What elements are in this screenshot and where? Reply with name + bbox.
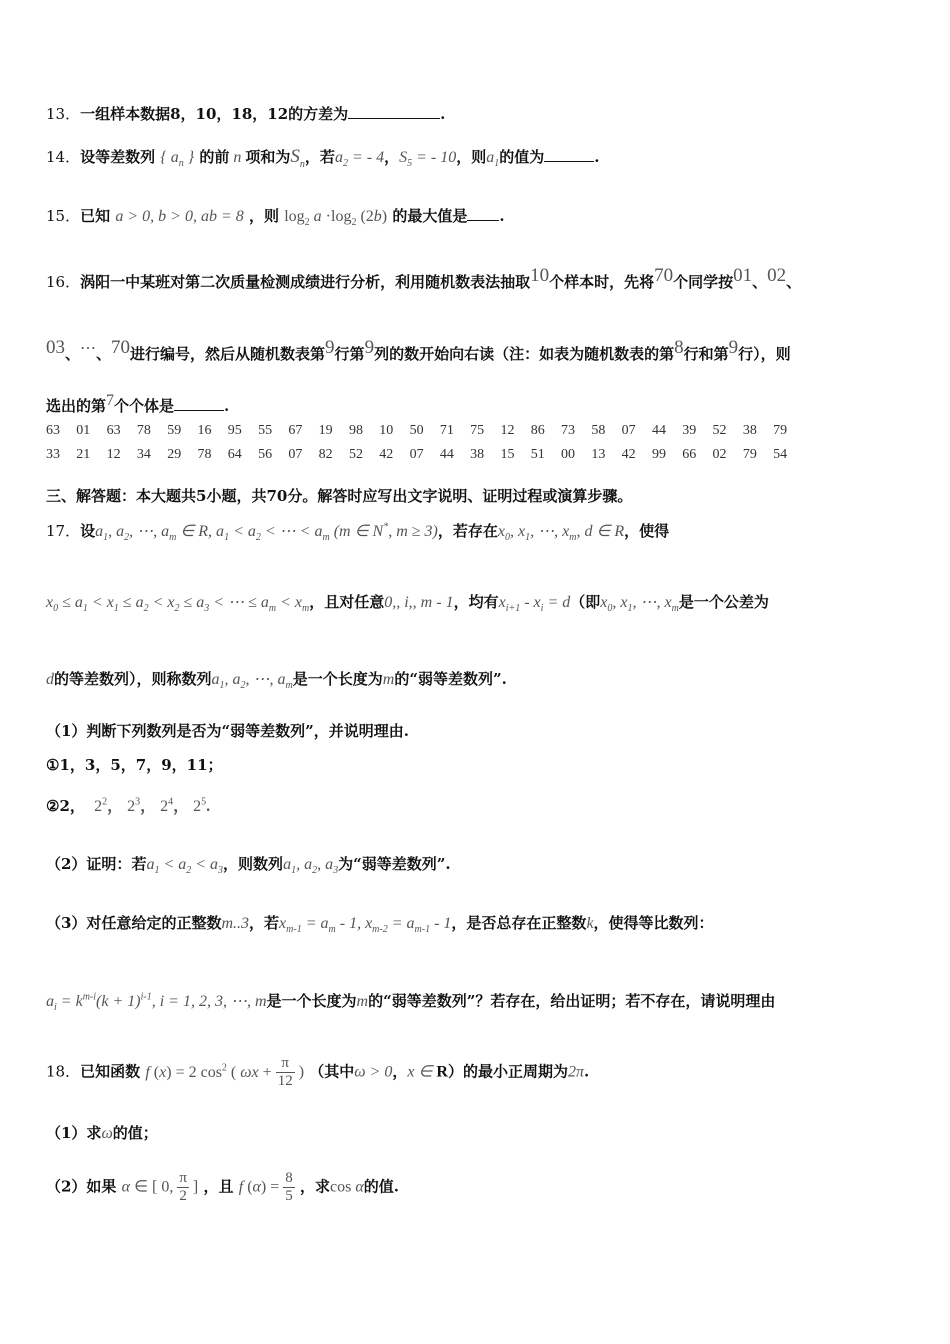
question-17-line-2: $x_0 \le a_1 < x_1 \le a_2 < x_2 \le a_3$ < ⋯ ≤ $a_m < x_m$，且对任意0,, i,, m - 1，均有$x_{i+1} - x_i = d$（即$x_0$, $x_1$, ⋯, $x_m$是一个公差为 — [46, 593, 769, 615]
answer-blank[interactable] — [348, 106, 440, 119]
question-number: 18． — [46, 1062, 81, 1081]
math-x-def: $x_0$, $x_1$, ⋯, $x_m$, d ∈ R — [497, 523, 625, 544]
random-number-cell: 13 — [591, 447, 606, 462]
random-number-cell: 66 — [682, 447, 697, 462]
math-index-range: 0,, i,, m - 1 — [384, 594, 454, 611]
question-18-part-1: （1）求ω的值； — [46, 1124, 158, 1142]
random-number-cell: 07 — [409, 447, 424, 462]
random-number-cell: 95 — [227, 423, 242, 438]
math-geometric-seq: $a_i = k^{m-i}(k + 1)^{i-1}$, i = 1, 2, 3, ⋯, m — [46, 991, 267, 1014]
random-number-cell: 10 — [379, 423, 394, 438]
random-number-cell: 78 — [197, 447, 212, 462]
random-number-cell: 52 — [712, 423, 727, 438]
random-number-cell: 59 — [167, 423, 182, 438]
question-17-part-3-cont: $a_i = k^{m-i}(k + 1)^{i-1}$, i = 1, 2, 3, ⋯, m是一个长度为m的“弱等差数列”？若存在，给出证明；若不存在，请说明理由 — [46, 991, 776, 1014]
math-fraction-pi-12: $\frac{\pi}{12}$ — [277, 1055, 293, 1089]
question-15: 15．已知 a > 0, b > 0, ab = 8 ，则 $\log_2 a \cdot\log_2$ (2b) 的最大值是 . — [46, 207, 505, 229]
random-number-cell: 42 — [379, 447, 394, 462]
random-number-cell: 15 — [500, 447, 515, 462]
math-log-expression: $\log_2 a \cdot\log_2$ (2b) — [284, 208, 388, 229]
math-n: n — [229, 149, 246, 166]
math-omega-pos: ω > 0 — [354, 1063, 393, 1081]
math-x-cond: $x_{m-1} = a_m - 1$, $x_{m-2} = a_{m-1} - 1$ — [279, 915, 452, 936]
math-powers: $2^2$， $2^3$， $2^4$， $2^5$. — [90, 796, 211, 815]
question-17-part-2: （2）证明：若$a_1 < a_2 < a_3$，则数列$a_1$, $a_2$, $a_3$为“弱等差数列”. — [46, 855, 451, 877]
random-number-cell: 75 — [470, 423, 485, 438]
question-13: 13．一组样本数据8，10，18，12的方差为 . — [46, 105, 446, 123]
math-m: m — [382, 671, 395, 688]
random-number-cell: 07 — [288, 447, 303, 462]
math-a-seq: $a_1$, $a_2$, ⋯, $a_m$ — [211, 671, 293, 692]
question-17-part-1: （1）判断下列数列是否为“弱等差数列”，并说明理由. — [46, 722, 409, 740]
random-table-row-9 — [46, 447, 803, 463]
random-number-cell: 67 — [288, 423, 303, 438]
random-number-cell: 21 — [76, 447, 91, 462]
math-a-ineq: $a_1 < a_2 < a_3$ — [146, 856, 224, 877]
math-condition: a > 0, b > 0, ab = 8 — [115, 208, 244, 225]
math-fraction-8-5: $\frac{8}{5}$ — [285, 1170, 293, 1204]
random-number-cell: 12 — [500, 423, 515, 438]
random-number-cell: 51 — [530, 447, 545, 462]
random-number-cell: 99 — [651, 447, 666, 462]
math-S5: $S_5$ = - 10 — [399, 149, 457, 170]
random-number-cell: 98 — [348, 423, 363, 438]
random-number-cell: 78 — [136, 423, 151, 438]
random-number-cell: 12 — [106, 447, 121, 462]
math-difference: $x_{i+1} - x_i = d$ — [498, 594, 571, 615]
random-number-cell: 34 — [136, 447, 151, 462]
question-number: 17． — [46, 522, 81, 540]
random-number-cell: 44 — [651, 423, 666, 438]
question-17-line-1: 17．设$a_1$, $a_2$, ⋯, $a_m$ ∈ R, $a_1 < a_2$ < ⋯ < $a_m$ (m ∈ N*, m ≥ 3)，若存在$x_0$, $x_1$, ⋯, $x_m$, d ∈ R，使得 — [46, 521, 670, 544]
math-a2: $a_2$ = - 4 — [334, 149, 385, 170]
random-number-cell: 52 — [348, 447, 363, 462]
random-number-cell: 01 — [76, 423, 91, 438]
question-text: 一组样本数据8，10，18，12的方差为 — [80, 105, 349, 123]
question-14: 14．设等差数列 { $a_n$ } 的前 n 项和为$S_n$，若$a_2$ = - 4，$S_5$ = - 10，则$a_1$的值为 . — [46, 146, 600, 170]
random-number-cell: 02 — [712, 447, 727, 462]
random-number-cell: 38 — [470, 447, 485, 462]
random-number-cell: 19 — [318, 423, 333, 438]
question-17-sequence-2: ②2， $2^2$， $2^3$， $2^4$， $2^5$. — [46, 796, 211, 815]
random-table-row-8 — [46, 423, 803, 439]
random-number-cell: 44 — [439, 447, 454, 462]
random-number-cell: 86 — [530, 423, 545, 438]
random-number-cell: 39 — [682, 423, 697, 438]
question-number: 13． — [46, 105, 81, 123]
random-number-cell: 33 — [46, 447, 60, 462]
math-function: f (x) = 2 $\cos^2$ ( ωx + — [145, 1062, 276, 1081]
question-16-line-2: $^{03}$、⋯、$^{70}$进行编号，然后从随机数表第$^9$行第$^9$列的数开始向右读（注：如表为随机数表的第$^8$行和第$^9$行），则 — [46, 337, 791, 363]
random-number-cell: 42 — [621, 447, 636, 462]
math-m: m — [356, 993, 369, 1010]
question-18-part-2: （2）如果 α ∈ [ 0, $\frac{\pi}{2}$ ] ，且 f (α) = $\frac{8}{5}$ ，求cos α的值. — [46, 1170, 399, 1204]
random-number-cell: 56 — [258, 447, 273, 462]
random-number-cell: 64 — [227, 447, 242, 462]
random-number-cell: 16 — [197, 423, 212, 438]
math-sequence-def: $a_1$, $a_2$, ⋯, $a_m$ ∈ R, $a_1 < a_2$ < ⋯ < $a_m$ (m ∈ N*, m ≥ 3) — [95, 521, 438, 544]
question-17-part-3: （3）对任意给定的正整数m..3，若$x_{m-1} = a_m - 1$, $x_{m-2} = a_{m-1} - 1$，是否总存在正整数k，使得等比数列： — [46, 914, 714, 936]
math-a1: $a_1$ — [486, 149, 500, 170]
math-Sn: $S_n$ — [290, 146, 305, 170]
math-x-seq: $x_0$, $x_1$, ⋯, $x_m$ — [600, 594, 679, 615]
random-number-cell: 79 — [742, 447, 757, 462]
math-m-ge-3: m..3 — [221, 915, 250, 932]
random-number-cell: 58 — [591, 423, 606, 438]
question-17-sequence-1: ①1，3，5，7，9，11； — [46, 756, 223, 774]
math-f-alpha: f (α) = — [238, 1178, 284, 1196]
math-fraction-pi-2: $\frac{\pi}{2}$ — [179, 1170, 187, 1204]
question-number: 16． — [46, 273, 81, 291]
random-number-cell: 63 — [46, 423, 60, 438]
answer-blank[interactable] — [467, 208, 499, 221]
random-number-cell: 38 — [742, 423, 757, 438]
math-a123: $a_1$, $a_2$, $a_3$ — [283, 856, 339, 877]
math-d: d — [46, 671, 54, 688]
random-number-cell: 07 — [621, 423, 636, 438]
question-16-line-3: 选出的第$^7$个个体是 . — [46, 392, 230, 415]
question-18: 18．已知函数 f (x) = 2 $\cos^2$ ( ωx + $\frac{\pi}{12}$ ) （其中ω > 0，x ∈ R）的最小正周期为2π. — [46, 1055, 590, 1089]
random-number-cell: 55 — [258, 423, 273, 438]
random-number-cell: 82 — [318, 447, 333, 462]
question-number: 15． — [46, 207, 81, 225]
question-number: 14． — [46, 148, 81, 166]
math-inequality-chain: $x_0 \le a_1 < x_1 \le a_2 < x_2 \le a_3$ < ⋯ ≤ $a_m < x_m$ — [46, 594, 310, 615]
random-number-cell: 54 — [773, 447, 788, 462]
math-x-in-R: x ∈ R — [407, 1063, 448, 1081]
math-cos-alpha: cos α — [330, 1178, 364, 1196]
math-2pi: 2π — [568, 1063, 585, 1081]
random-number-cell: 00 — [561, 447, 576, 462]
section-heading: 三、解答题：本大题共5小题，共70分。解答时应写出文字说明、证明过程或演算步骤。 — [46, 487, 633, 505]
random-number-cell: 50 — [409, 423, 424, 438]
math-alpha-range: α ∈ [ 0, — [121, 1178, 178, 1196]
question-16-line-1: 16．涡阳一中某班对第二次质量检测成绩进行分析，利用随机数表法抽取$^{10}$个样本时，先将$^{70}$个同学按$^{01}$、$^{02}$、 — [46, 265, 802, 291]
random-number-cell: 71 — [439, 423, 454, 438]
math-omega: ω — [101, 1125, 113, 1142]
random-number-cell: 29 — [167, 447, 182, 462]
math-k: k — [586, 915, 594, 932]
answer-blank[interactable] — [174, 398, 224, 411]
random-number-cell: 63 — [106, 423, 121, 438]
random-number-cell: 79 — [773, 423, 788, 438]
math-sequence-an: { $a_n$ } — [160, 149, 195, 170]
random-number-cell: 73 — [561, 423, 576, 438]
answer-blank[interactable] — [544, 149, 594, 162]
question-17-line-3: d的等差数列），则称数列$a_1$, $a_2$, ⋯, $a_m$是一个长度为m的“弱等差数列”. — [46, 670, 507, 692]
